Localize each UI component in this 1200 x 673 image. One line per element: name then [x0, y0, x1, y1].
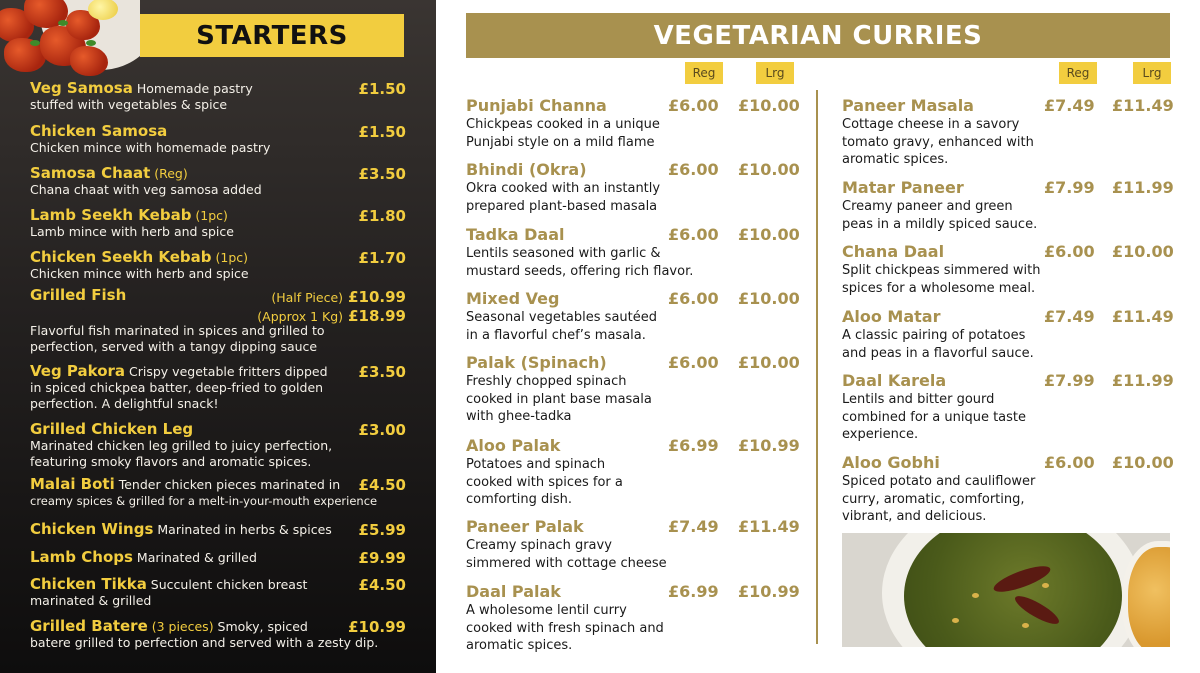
curry-desc: Lentils seasoned with garlic & mustard seeds, offering rich flavor. [466, 246, 694, 279]
starter-price: £3.50 [358, 165, 406, 183]
vegetarian-curries-title-banner [466, 13, 1170, 58]
curry-desc: Creamy spinach gravy simmered with cottage cheese [466, 538, 667, 571]
column-divider [816, 90, 818, 644]
starter-size: (1pc) [211, 250, 249, 265]
curry-lrg-price: £10.00 [738, 160, 800, 179]
curry-lrg-price: £10.00 [1112, 242, 1174, 261]
starter-item-lamb-chops [30, 549, 406, 566]
starter-name: Malai Boti [30, 475, 115, 493]
approx-kg-price: £18.99 [348, 307, 406, 325]
starter-price: £4.50 [358, 576, 406, 594]
curry-reg-price: £6.00 [1044, 242, 1095, 261]
starter-desc: in spiced chickpea batter, deep-fried to golden [30, 380, 324, 395]
starter-name: Chicken Tikka [30, 575, 147, 593]
curry-item [842, 453, 1182, 526]
starter-item-chicken-tikka [30, 576, 406, 609]
curry-name: Aloo Gobhi [842, 453, 940, 472]
lrg-size-label: Lrg [756, 62, 794, 84]
reg-size-label: Reg [685, 62, 723, 84]
curry-reg-price: £6.99 [668, 436, 719, 455]
curry-reg-price: £6.00 [668, 353, 719, 372]
curry-name: Bhindi (Okra) [466, 160, 587, 179]
starter-name: Chicken Wings [30, 520, 154, 538]
curry-item [466, 582, 806, 655]
starter-name: Grilled Chicken Leg [30, 420, 194, 438]
starter-item [30, 123, 406, 156]
curry-reg-price: £7.49 [668, 517, 719, 536]
starter-price: £1.50 [358, 123, 406, 141]
starter-desc: perfection, served with a tangy dipping sauce [30, 339, 318, 354]
curry-desc: Lentils and bitter gourd combined for a unique taste experience. [842, 392, 1026, 442]
starter-desc: Marinated & grilled [132, 550, 257, 565]
curry-desc: Okra cooked with an instantly prepared plant-based masala [466, 181, 661, 214]
starter-name: Lamb Seekh Kebab [30, 206, 192, 224]
curry-reg-price: £6.00 [668, 160, 719, 179]
curry-lrg-price: £10.00 [738, 353, 800, 372]
curry-lrg-price: £11.49 [1112, 307, 1174, 326]
starter-name: Chicken Seekh Kebab [30, 248, 212, 266]
curry-desc: Chickpeas cooked in a unique Punjabi style on a mild flame [466, 117, 660, 150]
starter-price: £1.70 [358, 249, 406, 267]
starter-desc: Chicken mince with homemade pastry [30, 140, 271, 155]
starter-name: Lamb Chops [30, 548, 133, 566]
starter-desc: batere grilled to perfection and served with a zesty dip. [30, 635, 379, 650]
curry-reg-price: £6.00 [668, 96, 719, 115]
starter-desc: Smoky, spiced [213, 619, 308, 634]
tandoori-chicken-photo [0, 0, 140, 90]
starter-desc: Marinated chicken leg grilled to juicy perfection, [30, 438, 333, 453]
starter-desc: stuffed with vegetables & spice [30, 97, 228, 112]
curry-reg-price: £6.00 [1044, 453, 1095, 472]
curry-item [842, 178, 1182, 233]
curry-name: Tadka Daal [466, 225, 565, 244]
curry-lrg-price: £11.99 [1112, 178, 1174, 197]
reg-size-label: Reg [1059, 62, 1097, 84]
starter-item [30, 165, 406, 198]
curry-desc: Potatoes and spinach cooked with spices for a comforting dish. [466, 457, 623, 507]
curry-desc: Freshly chopped spinach cooked in plant base masala with ghee-tadka [466, 374, 652, 424]
curry-reg-price: £6.99 [668, 582, 719, 601]
curry-desc: Spiced potato and cauliflower curry, aromatic, comforting, vibrant, and delicious. [842, 474, 1036, 524]
starter-price: £10.99 [348, 618, 406, 636]
starter-desc: creamy spices & grilled for a melt-in-your-mouth experience [30, 494, 378, 508]
starter-item-grilled-chicken-leg [30, 421, 406, 470]
curry-lrg-price: £11.49 [738, 517, 800, 536]
curry-item [842, 96, 1182, 169]
starter-size: (Reg) [150, 166, 188, 181]
curry-lrg-price: £10.00 [738, 289, 800, 308]
starter-price: £4.50 [358, 476, 406, 494]
starter-desc: Crispy vegetable fritters dipped [125, 364, 328, 379]
curry-lrg-price: £11.49 [1112, 96, 1174, 115]
curry-item [466, 353, 806, 426]
curry-name: Punjabi Channa [466, 96, 607, 115]
curry-lrg-price: £10.99 [738, 436, 800, 455]
starter-desc: Chicken mince with herb and spice [30, 266, 249, 281]
starter-desc: marinated & grilled [30, 593, 152, 608]
curry-item [466, 225, 806, 280]
palak-curry-photo [842, 533, 1170, 647]
starter-name: Grilled Fish [30, 286, 127, 304]
curry-lrg-price: £10.00 [738, 96, 800, 115]
curry-desc: A wholesome lentil curry cooked with fresh spinach and aromatic spices. [466, 603, 664, 653]
curry-reg-price: £7.99 [1044, 371, 1095, 390]
starter-size: (1pc) [191, 208, 228, 223]
curry-reg-price: £6.00 [668, 225, 719, 244]
starter-price: £9.99 [358, 549, 406, 567]
curry-name: Daal Palak [466, 582, 561, 601]
lrg-size-label: Lrg [1133, 62, 1171, 84]
starter-price: £3.00 [358, 421, 406, 439]
curry-desc: Split chickpeas simmered with spices for a wholesome meal. [842, 263, 1041, 296]
starter-desc: Marinated in herbs & spices [153, 522, 332, 537]
starter-desc: Homemade pastry [132, 81, 253, 96]
curry-name: Paneer Palak [466, 517, 584, 536]
curry-name: Aloo Matar [842, 307, 941, 326]
starter-desc: featuring smoky flavors and aromatic spices. [30, 454, 312, 469]
curry-item [842, 242, 1182, 297]
starter-price: £1.50 [358, 80, 406, 98]
starter-desc: Tender chicken pieces marinated in [114, 477, 341, 492]
curry-reg-price: £7.49 [1044, 96, 1095, 115]
half-piece-price: £10.99 [348, 288, 406, 306]
starter-size: (3 pieces) [147, 619, 214, 634]
curry-name: Aloo Palak [466, 436, 561, 455]
starter-desc: Chana chaat with veg samosa added [30, 182, 262, 197]
starter-price: £1.80 [358, 207, 406, 225]
starter-name: Veg Samosa [30, 79, 133, 97]
starter-item-grilled-fish [30, 287, 406, 357]
starter-name: Chicken Samosa [30, 122, 168, 140]
curry-item [466, 517, 806, 572]
starters-title: STARTERS [196, 20, 348, 51]
starter-item-malai-boti [30, 476, 406, 509]
curry-name: Palak (Spinach) [466, 353, 607, 372]
starter-name: Grilled Batere [30, 617, 148, 635]
vegetarian-curries-title: VEGETARIAN CURRIES [653, 20, 983, 51]
curry-item [466, 160, 806, 215]
curry-reg-price: £7.49 [1044, 307, 1095, 326]
starter-price: £3.50 [358, 363, 406, 381]
curry-name: Paneer Masala [842, 96, 974, 115]
curry-name: Mixed Veg [466, 289, 560, 308]
half-piece-label: (Half Piece) [271, 290, 344, 305]
starter-item [30, 80, 406, 113]
starter-item-chicken-wings [30, 521, 406, 538]
curry-lrg-price: £10.00 [1112, 453, 1174, 472]
starter-item-grilled-batere [30, 618, 406, 651]
curry-lrg-price: £10.99 [738, 582, 800, 601]
curry-desc: Creamy paneer and green peas in a mildly spiced sauce. [842, 199, 1038, 232]
starter-name: Samosa Chaat [30, 164, 151, 182]
curry-item [466, 436, 806, 509]
starter-item [30, 207, 406, 240]
starter-item-veg-pakora [30, 363, 406, 412]
curry-desc: A classic pairing of potatoes and peas in a flavorful sauce. [842, 328, 1034, 361]
curry-lrg-price: £10.00 [738, 225, 800, 244]
curry-reg-price: £6.00 [668, 289, 719, 308]
starter-name: Veg Pakora [30, 362, 126, 380]
curry-lrg-price: £11.99 [1112, 371, 1174, 390]
curry-desc: Cottage cheese in a savory tomato gravy, enhanced with aromatic spices. [842, 117, 1034, 167]
curry-item [466, 289, 806, 344]
starter-desc: Flavorful fish marinated in spices and grilled to [30, 323, 325, 338]
curry-name: Daal Karela [842, 371, 947, 390]
curry-reg-price: £7.99 [1044, 178, 1095, 197]
starter-desc: perfection. A delightful snack! [30, 396, 219, 411]
curry-desc: Seasonal vegetables sautéed in a flavorful chef’s masala. [466, 310, 657, 343]
starters-title-banner [140, 14, 404, 57]
starter-item [30, 249, 406, 282]
curry-name: Chana Daal [842, 242, 945, 261]
starter-desc: Succulent chicken breast [146, 577, 308, 592]
starter-price: £5.99 [358, 521, 406, 539]
curry-item [466, 96, 806, 151]
curry-item [842, 307, 1182, 362]
starters-panel [0, 0, 436, 673]
starter-desc: Lamb mince with herb and spice [30, 224, 234, 239]
curry-name: Matar Paneer [842, 178, 964, 197]
curry-item [842, 371, 1182, 444]
approx-kg-label: (Approx 1 Kg) [257, 309, 344, 324]
